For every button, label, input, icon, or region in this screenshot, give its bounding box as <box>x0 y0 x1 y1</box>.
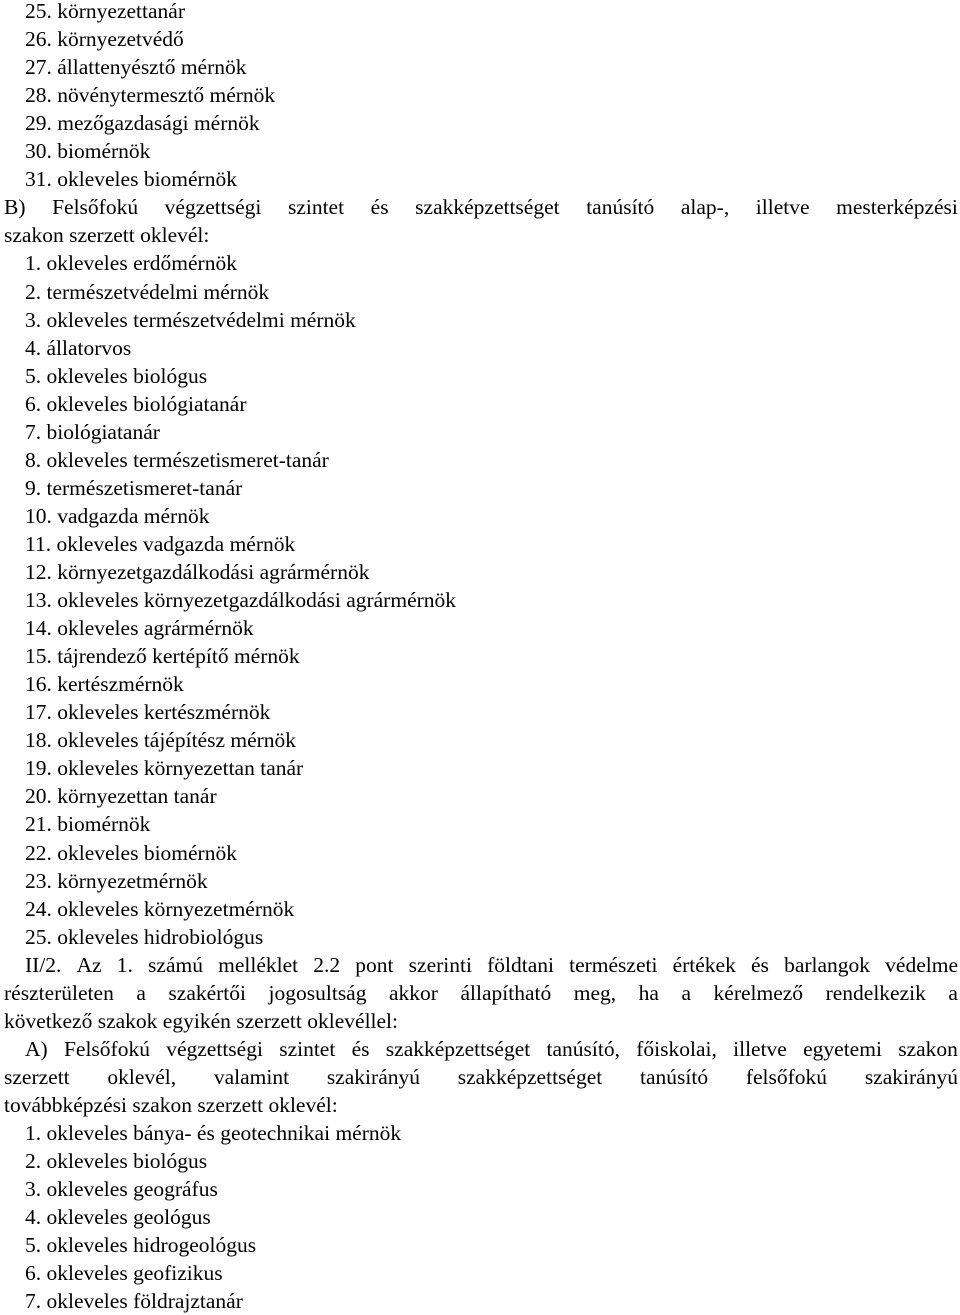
list-item: 7. okleveles földrajztanár <box>25 1289 243 1313</box>
paragraph-word: 1. <box>116 953 133 977</box>
list-item: 27. állattenyésztő mérnök <box>25 55 247 79</box>
paragraph-word: pont <box>355 953 394 977</box>
paragraph-word: szerinti <box>408 953 472 977</box>
paragraph-word: értékek <box>672 953 736 977</box>
list-item: 21. biomérnök <box>25 812 151 836</box>
section-a-paragraph-line <box>4 1063 958 1091</box>
paragraph-word: melléklet <box>218 953 299 977</box>
paragraph-word: mesterképzési <box>836 195 958 219</box>
paragraph-word: alap-, <box>680 195 730 219</box>
paragraph-word: meg, <box>573 981 617 1005</box>
list-item: 8. okleveles természetismeret-tanár <box>25 448 329 472</box>
list-item: 18. okleveles tájépítész mérnök <box>25 728 297 752</box>
paragraph-word: szakirányú <box>864 1065 958 1089</box>
paragraph-word: végzettségi <box>164 195 262 219</box>
list-item: 24. okleveles környezetmérnök <box>25 897 295 921</box>
list-item: 25. környezettanár <box>25 0 185 23</box>
paragraph-word: barlangok <box>784 953 871 977</box>
list-item: 30. biomérnök <box>25 139 151 163</box>
section-a-paragraph-line: továbbképzési szakon szerzett oklevél: <box>4 1093 338 1117</box>
list-item: 2. okleveles biológus <box>25 1149 208 1173</box>
list-item: 12. környezetgazdálkodási agrármérnök <box>25 560 370 584</box>
list-item: 17. okleveles kertészmérnök <box>25 700 271 724</box>
paragraph-word: Felsőfokú <box>63 1037 150 1061</box>
paragraph-word: Az <box>76 953 102 977</box>
list-item: 1. okleveles erdőmérnök <box>25 251 237 275</box>
paragraph-word: tanúsító, <box>546 1037 620 1061</box>
section-ii2-paragraph-line: következő szakok egyikén szerzett oklevéllel: <box>4 1009 399 1033</box>
list-item: 28. növénytermesztő mérnök <box>25 83 276 107</box>
paragraph-word: a <box>681 981 692 1005</box>
paragraph-word: szintet <box>287 195 345 219</box>
paragraph-word: tanúsító <box>586 195 655 219</box>
paragraph-word: számú <box>148 953 203 977</box>
paragraph-word: felsőfokú <box>745 1065 828 1089</box>
paragraph-word: ha <box>638 981 659 1005</box>
paragraph-word: szakképzettséget <box>457 1065 603 1089</box>
section-ii2-paragraph-line <box>25 951 958 979</box>
paragraph-word: jogosultság <box>268 981 367 1005</box>
paragraph-word: földtani <box>487 953 554 977</box>
paragraph-word: természeti <box>569 953 658 977</box>
paragraph-word: és <box>370 195 389 219</box>
list-item: 6. okleveles biológiatanár <box>25 392 247 416</box>
paragraph-word: akkor <box>389 981 438 1005</box>
section-b-heading-line <box>4 193 958 221</box>
paragraph-word: állapítható <box>460 981 552 1005</box>
paragraph-word: végzettségi <box>166 1037 263 1061</box>
paragraph-word: szakon <box>898 1037 958 1061</box>
paragraph-word: szerzett <box>4 1065 70 1089</box>
list-item: 26. környezetvédő <box>25 27 184 51</box>
list-item: 22. okleveles biomérnök <box>25 841 237 865</box>
list-item: 7. biológiatanár <box>25 420 160 444</box>
paragraph-word: a <box>948 981 958 1005</box>
list-item: 5. okleveles biológus <box>25 364 208 388</box>
paragraph-word: szakképzettséget <box>385 1037 531 1061</box>
paragraph-word: 2.2 <box>313 953 341 977</box>
list-item: 13. okleveles környezetgazdálkodási agrármérnök <box>25 588 457 612</box>
paragraph-word: szakképzettséget <box>415 195 560 219</box>
section-b-heading-line: szakon szerzett oklevél: <box>4 223 210 247</box>
list-item: 29. mezőgazdasági mérnök <box>25 111 260 135</box>
section-a-paragraph-line <box>25 1035 958 1063</box>
list-item: 16. kertészmérnök <box>25 672 184 696</box>
paragraph-word: a <box>136 981 146 1005</box>
paragraph-word: kérelmező <box>713 981 804 1005</box>
list-item: 11. okleveles vadgazda mérnök <box>25 532 296 556</box>
paragraph-word: valamint <box>213 1065 290 1089</box>
list-item: 10. vadgazda mérnök <box>25 504 210 528</box>
list-item: 9. természetismeret-tanár <box>25 476 243 500</box>
list-item: 15. tájrendező kertépítő mérnök <box>25 644 300 668</box>
paragraph-word: egyetemi <box>803 1037 882 1061</box>
paragraph-word: főiskolai, <box>636 1037 717 1061</box>
paragraph-word: Felsőfokú <box>52 195 139 219</box>
paragraph-word: A) <box>25 1037 48 1061</box>
list-item: 19. okleveles környezettan tanár <box>25 756 304 780</box>
list-item: 3. okleveles geográfus <box>25 1177 218 1201</box>
paragraph-word: rendelkezik <box>825 981 926 1005</box>
list-item: 14. okleveles agrármérnök <box>25 616 254 640</box>
list-item: 1. okleveles bánya- és geotechnikai mérnök <box>25 1121 402 1145</box>
list-item: 4. állatorvos <box>25 336 132 360</box>
paragraph-word: tanúsító <box>639 1065 709 1089</box>
paragraph-word: illetve <box>755 195 810 219</box>
paragraph-word: és <box>351 1037 370 1061</box>
list-item: 31. okleveles biomérnök <box>25 167 237 191</box>
paragraph-word: és <box>751 953 769 977</box>
list-item: 25. okleveles hidrobiológus <box>25 925 264 949</box>
list-item: 3. okleveles természetvédelmi mérnök <box>25 308 356 332</box>
list-item: 5. okleveles hidrogeológus <box>25 1233 257 1257</box>
paragraph-word: szakirányú <box>326 1065 420 1089</box>
paragraph-word: védelme <box>885 953 958 977</box>
list-item: 4. okleveles geológus <box>25 1205 211 1229</box>
paragraph-word: oklevél, <box>107 1065 177 1089</box>
paragraph-word: illetve <box>733 1037 787 1061</box>
paragraph-word: szintet <box>279 1037 336 1061</box>
section-ii2-paragraph-line <box>4 979 958 1007</box>
paragraph-word: szakértői <box>168 981 247 1005</box>
paragraph-word: II/2. <box>25 953 62 977</box>
paragraph-word: B) <box>4 195 26 219</box>
paragraph-word: részterületen <box>4 981 114 1005</box>
list-item: 23. környezetmérnök <box>25 869 208 893</box>
list-item: 20. környezettan tanár <box>25 784 217 808</box>
list-item: 6. okleveles geofizikus <box>25 1261 223 1285</box>
list-item: 2. természetvédelmi mérnök <box>25 280 270 304</box>
